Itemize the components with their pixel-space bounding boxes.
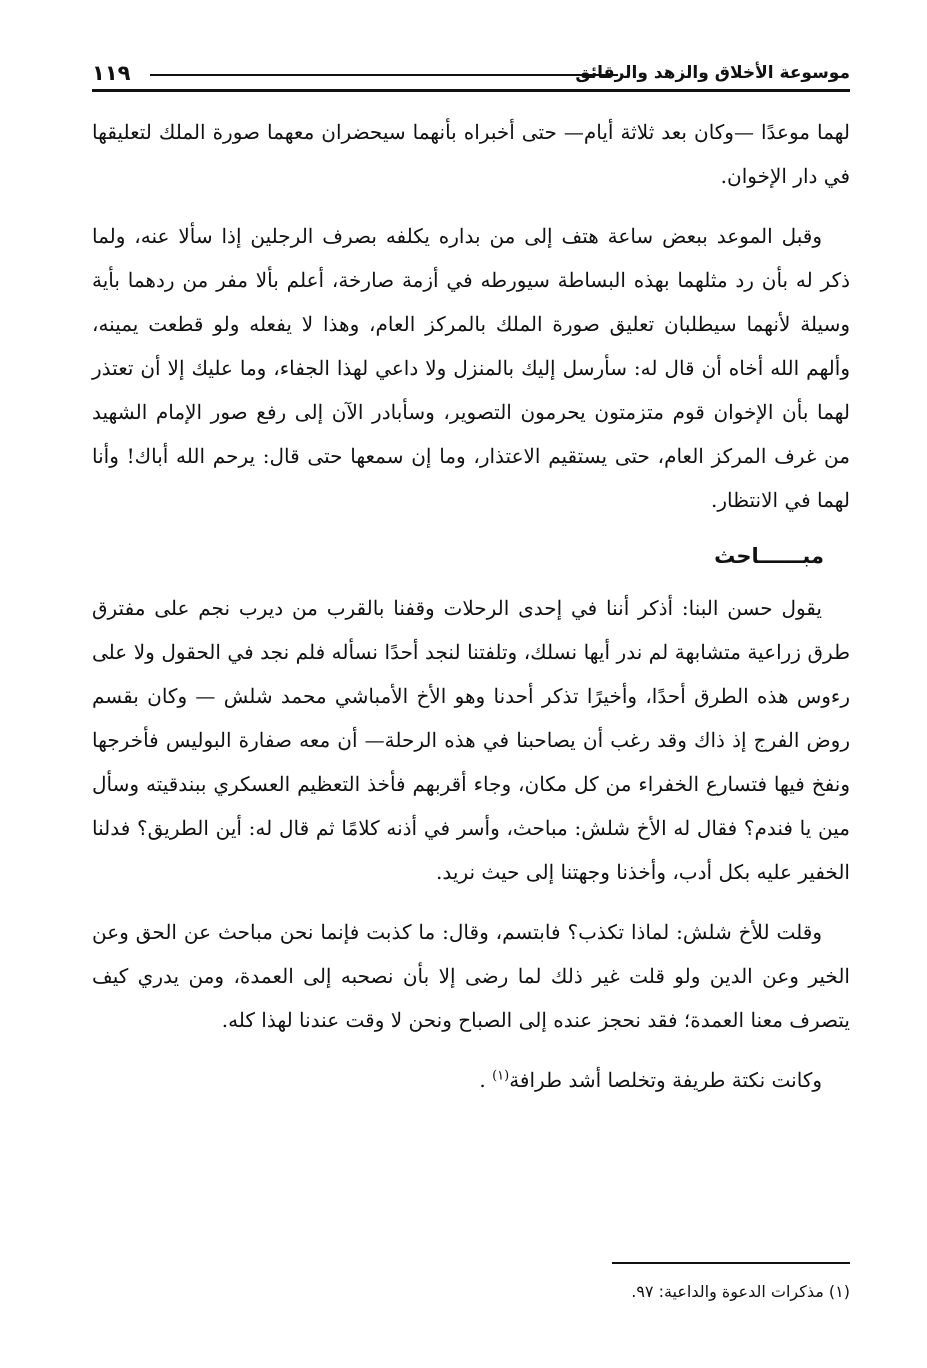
footnote-separator: [612, 1262, 850, 1264]
paragraph-5-end: .: [479, 1068, 493, 1092]
paragraph-4: وقلت للأخ شلش: لماذا تكذب؟ فابتسم، وقال: ما كذبت فإنما نحن مباحث عن الحق وعن الخير وعن الدين ولو قلت غير ذلك لما رضى إلا بأن نصحبه إلى العمدة، ومن يدري كيف يتصرف معنا العمدة؛ فقد نحجز عنده إلى الصباح ونحن لا وقت عندنا لهذا كله.: [92, 920, 850, 1032]
header-rule: [92, 89, 850, 92]
running-header: [92, 58, 850, 88]
page-body: [92, 110, 850, 1102]
section-heading: مبــــــاحث: [714, 544, 824, 568]
paragraph-2: وقبل الموعد ببعض ساعة هتف إلى من بداره يكلفه بصرف الرجلين إذا سألا عنه، ولما ذكر له بأن رد مثلهما بهذه البساطة سيورطه في أزمة صارخة، أعلم بألا مفر من ردهما بأية وسيلة لأنهما سيطلبان تعليق صورة الملك بالمركز العام، وهذا لا يفعله ولو قطعت يمينه، وألهم الله أخاه أن قال له: سأرسل إليك بالمنزل ولا داعي لهذا الجفاء، وما عليك إلا أن تعتذر لهما بأن الإخوان قوم متزمتون يحرمون التصوير، وسأبادر الآن إلى رفع صور الإمام الشهيد من غرف المركز العام، حتى يستقيم الاعتذار، وما إن سمعها حتى قال: يرحم الله أباك! وأنا لهما في الانتظار.: [92, 224, 850, 512]
paragraph-1: لهما موعدًا —وكان بعد ثلاثة أيام— حتى أخبراه بأنهما سيحضران معهما صورة الملك لتعليقها في دار الإخوان.: [92, 120, 850, 188]
footnote: (١) مذكرات الدعوة والداعية: ٩٧.: [631, 1282, 850, 1301]
footnote-reference[interactable]: (١): [492, 1068, 510, 1084]
paragraph-5: [92, 1058, 850, 1102]
page-number: ١١٩: [92, 61, 131, 85]
header-leader-line: [150, 74, 618, 76]
paragraph-3: يقول حسن البنا: أذكر أننا في إحدى الرحلات وقفنا بالقرب من ديرب نجم على مفترق طرق زراعية متشابهة لم ندر أيها نسلك، وتلفتنا لنجد أحدًا نسأله فلم نجد في الحقول ولا على رءوس هذه الطرق أحدًا، وأخيرًا تذكر أحدنا وهو الأخ الأمباشي محمد شلش — وكان بقسم روض الفرج إذ ذاك وقد رغب أن يصاحبنا في هذه الرحلة— أن معه صفارة البوليس فأخرجها ونفخ فيها فتسارع الخفراء من كل مكان، وجاء أقربهم فأخذ التعظيم العسكري ببندقيته وسأل مين يا فندم؟ فقال له الأخ شلش: مباحث، وأسر في أذنه كلامًا ثم قال له: أين الطريق؟ فدلنا الخفير عليه بكل أدب، وأخذنا وجهتنا إلى حيث نريد.: [92, 596, 850, 884]
paragraph-5-text: وكانت نكتة طريفة وتخلصا أشد طرافة: [509, 1068, 822, 1092]
book-title: موسوعة الأخلاق والزهد والرقائق: [575, 63, 850, 83]
